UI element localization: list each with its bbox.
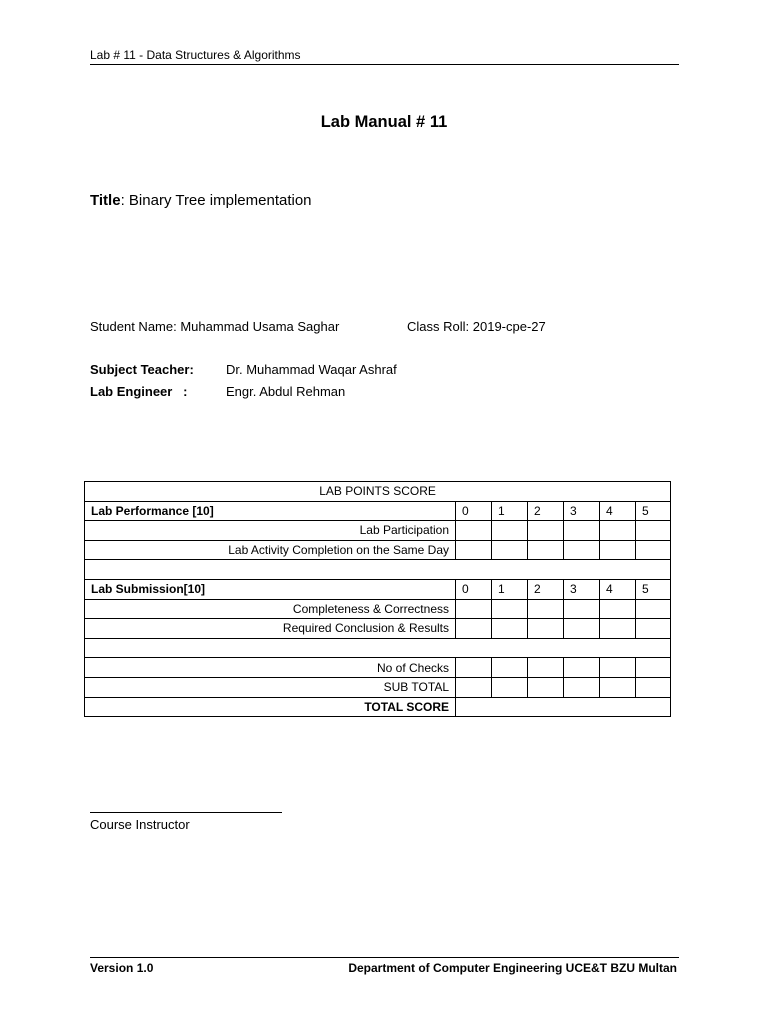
scale-cell: 2 <box>528 579 564 599</box>
student-name-value: Muhammad Usama Saghar <box>180 319 340 334</box>
score-cell <box>600 619 636 639</box>
score-cell <box>636 521 671 541</box>
subject-teacher-label: Subject Teacher: <box>90 362 194 377</box>
scale-cell: 5 <box>636 501 671 521</box>
score-cell <box>636 658 671 678</box>
subtotal-row <box>85 677 671 697</box>
score-cell <box>636 619 671 639</box>
subject-teacher-value: Dr. Muhammad Waqar Ashraf <box>226 362 397 377</box>
score-cell <box>564 619 600 639</box>
score-cell <box>456 619 492 639</box>
score-cell <box>564 658 600 678</box>
score-cell <box>600 599 636 619</box>
subtotal-label: SUB TOTAL <box>85 677 456 697</box>
header-text: Lab # 11 - Data Structures & Algorithms <box>90 48 301 62</box>
checks-label: No of Checks <box>85 658 456 678</box>
score-cell <box>492 677 528 697</box>
student-name <box>90 319 339 335</box>
score-cell <box>528 619 564 639</box>
total-row <box>85 697 671 717</box>
title-separator: : <box>120 192 129 209</box>
score-cell <box>492 540 528 560</box>
checks-row <box>85 658 671 678</box>
class-roll-label: Class Roll: <box>407 319 470 334</box>
score-cell <box>456 677 492 697</box>
scale-cell: 4 <box>600 501 636 521</box>
lab-engineer-value: Engr. Abdul Rehman <box>226 384 346 399</box>
score-cell <box>456 658 492 678</box>
criterion-label: Required Conclusion & Results <box>85 619 456 639</box>
score-cell <box>564 677 600 697</box>
scale-cell: 1 <box>492 501 528 521</box>
score-cell <box>456 521 492 541</box>
criterion-label: Completeness & Correctness <box>85 599 456 619</box>
score-cell <box>564 599 600 619</box>
total-label: TOTAL SCORE <box>85 697 456 717</box>
score-cell <box>564 540 600 560</box>
scale-cell: 0 <box>456 579 492 599</box>
table-row <box>85 540 671 560</box>
footer-divider <box>90 957 679 958</box>
scale-cell: 0 <box>456 501 492 521</box>
scale-cell: 1 <box>492 579 528 599</box>
score-cell <box>528 677 564 697</box>
score-cell <box>492 599 528 619</box>
student-name-label: Student Name: <box>90 319 177 334</box>
criterion-label: Lab Activity Completion on the Same Day <box>85 540 456 560</box>
table-heading: LAB POINTS SCORE <box>85 482 671 502</box>
performance-header-row <box>85 501 671 521</box>
spacer-row <box>85 560 671 580</box>
score-cell <box>528 521 564 541</box>
score-cell <box>600 540 636 560</box>
lab-title <box>90 192 312 209</box>
score-cell <box>564 521 600 541</box>
score-cell <box>456 599 492 619</box>
class-roll <box>407 319 546 335</box>
title-label: Title <box>90 192 121 209</box>
score-cell <box>636 540 671 560</box>
score-cell <box>492 658 528 678</box>
score-cell <box>456 540 492 560</box>
submission-label: Lab Submission[10] <box>85 579 456 599</box>
page-header <box>90 47 679 65</box>
class-roll-value: 2019-cpe-27 <box>472 319 546 334</box>
score-cell <box>528 658 564 678</box>
performance-label: Lab Performance [10] <box>85 501 456 521</box>
signature-line <box>90 812 282 813</box>
table-row <box>85 521 671 541</box>
scale-cell: 5 <box>636 579 671 599</box>
score-cell <box>492 521 528 541</box>
total-score-cell <box>456 697 671 717</box>
table-heading-row <box>85 482 671 502</box>
title-value: Binary Tree implementation <box>128 192 312 209</box>
table-row <box>85 599 671 619</box>
score-cell <box>636 599 671 619</box>
criterion-label: Lab Participation <box>85 521 456 541</box>
scale-cell: 3 <box>564 501 600 521</box>
score-cell <box>528 540 564 560</box>
lab-engineer-label: Lab Engineer : <box>90 384 188 399</box>
spacer-row <box>85 638 671 658</box>
table-row <box>85 619 671 639</box>
footer-version: Version 1.0 <box>90 961 154 975</box>
signature-label: Course Instructor <box>90 817 190 832</box>
score-cell <box>600 521 636 541</box>
lab-points-score-table <box>84 481 671 717</box>
footer-department: Department of Computer Engineering UCE&T BZU Multan <box>348 961 677 975</box>
score-cell <box>528 599 564 619</box>
score-cell <box>600 658 636 678</box>
manual-title: Lab Manual # 11 <box>320 113 448 131</box>
score-cell <box>492 619 528 639</box>
scale-cell: 2 <box>528 501 564 521</box>
score-cell <box>636 677 671 697</box>
submission-header-row <box>85 579 671 599</box>
scale-cell: 3 <box>564 579 600 599</box>
score-cell <box>600 677 636 697</box>
scale-cell: 4 <box>600 579 636 599</box>
